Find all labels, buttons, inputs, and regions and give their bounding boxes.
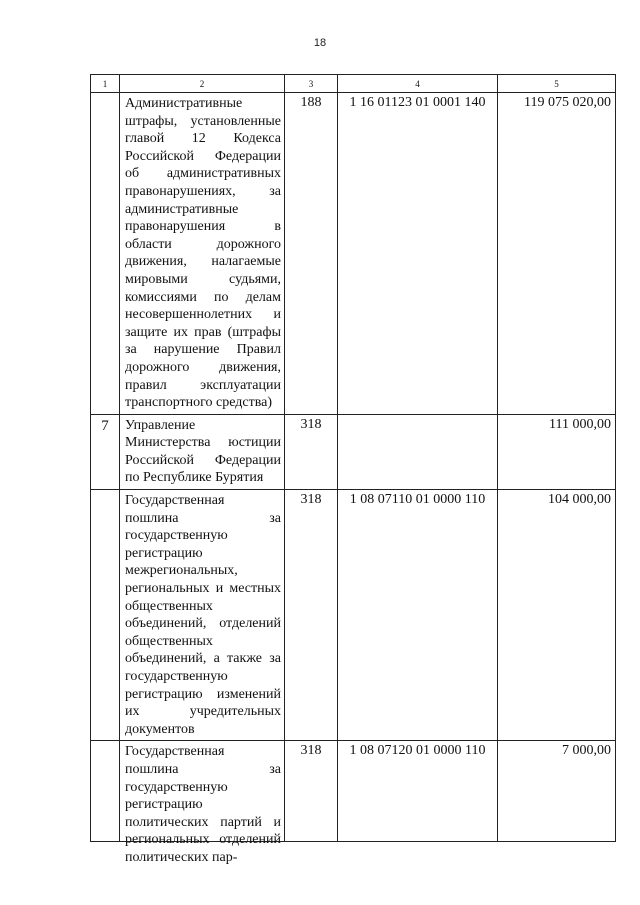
revenue-name-cell (120, 741, 285, 865)
amount: 104 000,00 (498, 490, 616, 741)
revenue-name: Государственная пошлина за государственную регистрацию межрегиональных, региональных и местных общественных объединений, отделений общественных объединений, а также за государственную регистрацию изменений их учредительных документов (120, 490, 285, 741)
row-number (91, 741, 120, 842)
header-col-3: 3 (285, 75, 338, 93)
amount: 111 000,00 (498, 414, 616, 489)
amount: 119 075 020,00 (498, 93, 616, 415)
budget-table (90, 74, 616, 865)
admin-code: 318 (285, 414, 338, 489)
admin-code: 188 (285, 93, 338, 415)
row-number (91, 93, 120, 415)
admin-code: 318 (285, 741, 338, 842)
table-row (91, 93, 616, 415)
admin-code: 318 (285, 490, 338, 741)
revenue-name: Государственная пошлина за государственную регистрацию политических партий и региональных отделений политических пар- (125, 744, 281, 865)
revenue-name: Управление Министерства юстиции Российской Федерации по Республике Бурятия (120, 414, 285, 489)
page-number: 18 (313, 37, 327, 49)
budget-classification-code: 1 08 07110 01 0000 110 (338, 490, 498, 741)
header-row (91, 75, 616, 93)
table-row (91, 414, 616, 489)
header-col-2: 2 (120, 75, 285, 93)
revenue-name: Административные штрафы, установленные главой 12 Кодекса Российской Федерации об административных правонарушениях, за административные правонарушения в области дорожного движения, налагаемые мировыми судьями, комиссиями по делам несовершеннолетних и защите их прав (штрафы за нарушение Правил дорожного движения, правил эксплуатации транспортного средства) (120, 93, 285, 415)
table-row (91, 741, 616, 842)
row-number (91, 490, 120, 741)
table-row (91, 490, 616, 741)
row-number: 7 (91, 414, 120, 489)
header-col-5: 5 (498, 75, 616, 93)
budget-classification-code: 1 16 01123 01 0001 140 (338, 93, 498, 415)
budget-classification-code: 1 08 07120 01 0000 110 (338, 741, 498, 842)
amount: 7 000,00 (498, 741, 616, 842)
header-col-1: 1 (91, 75, 120, 93)
header-col-4: 4 (338, 75, 498, 93)
budget-classification-code (338, 414, 498, 489)
